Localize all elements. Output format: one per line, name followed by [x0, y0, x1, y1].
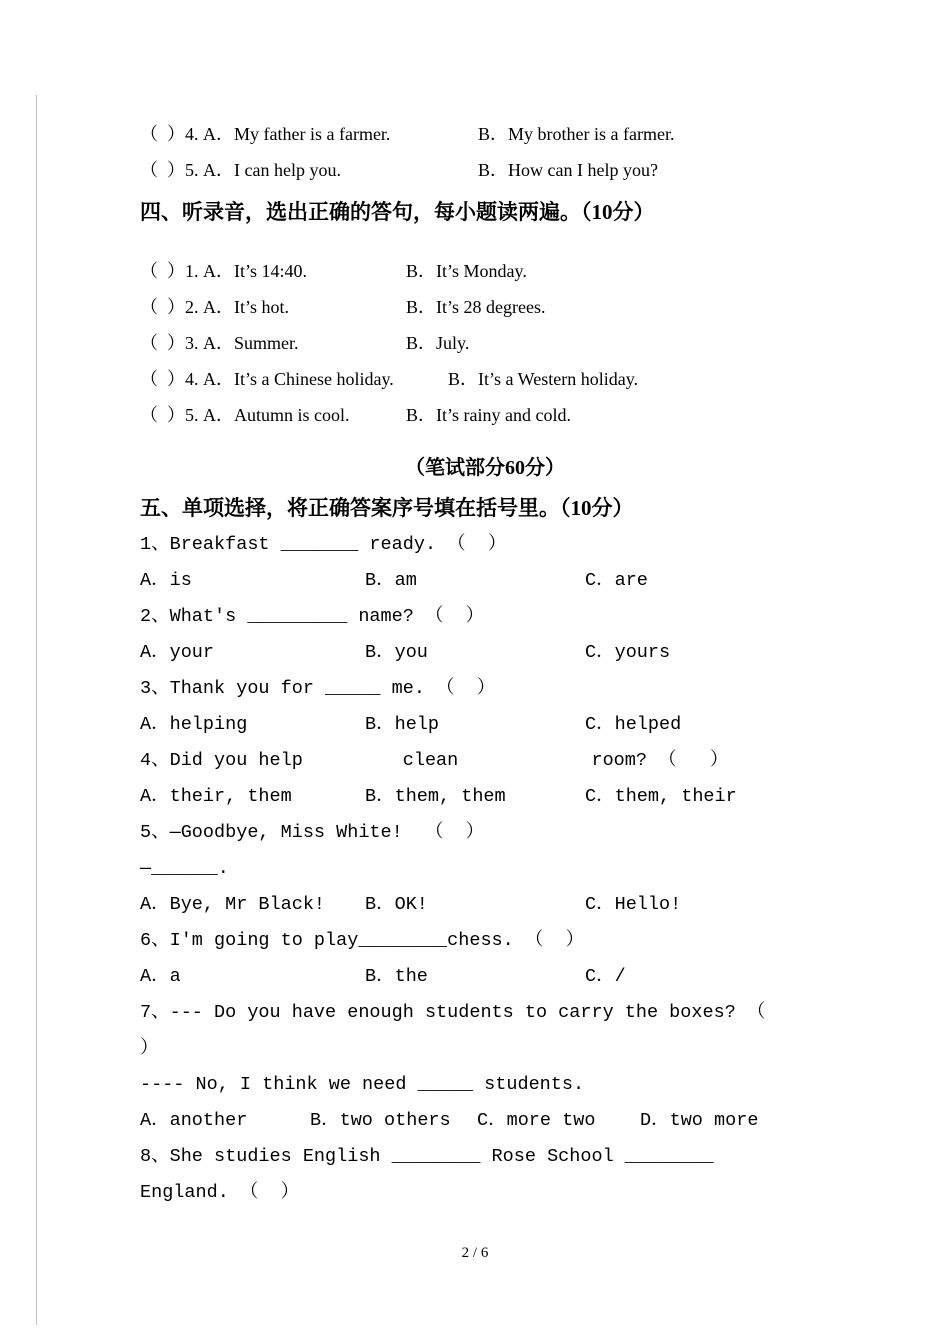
question-2-line: 2、What's _________ name? （ ）: [140, 606, 485, 627]
option-a: A．your: [140, 642, 215, 663]
option-b-text: B．My brother is a farmer.: [478, 124, 675, 144]
option-a-text: （ ）5. A．I can help you.: [140, 160, 341, 180]
question-8-continuation-line: England. （ ）: [140, 1182, 300, 1203]
option-c: C．yours: [585, 642, 671, 663]
option-b-text: B．It’s Monday.: [406, 261, 527, 281]
option-a-text: （ ）4. A．It’s a Chinese holiday.: [140, 369, 394, 389]
option-b: B．am: [365, 570, 417, 591]
option-c: C．/: [585, 966, 626, 987]
question-5-options: [140, 887, 830, 923]
option-a: A．another: [140, 1110, 248, 1131]
option-c: C．more two: [477, 1110, 596, 1131]
option-a: A．helping: [140, 714, 248, 735]
question-8-line: 8、She studies English ________ Rose School ________: [140, 1146, 714, 1167]
listening4-item-4: [140, 361, 830, 397]
option-c: C．helped: [585, 714, 682, 735]
question-4-options: [140, 779, 830, 815]
listening4-item-1: [140, 253, 830, 289]
option-b: B．two others: [310, 1110, 451, 1131]
option-b-text: B．It’s 28 degrees.: [406, 297, 546, 317]
option-b: B．them, them: [365, 786, 506, 807]
question-2-options: [140, 635, 830, 671]
question-6-options: [140, 959, 830, 995]
option-b-text: B．It’s a Western holiday.: [448, 369, 639, 389]
listening3-item-4: [140, 116, 830, 152]
question-7-line: 7、--- Do you have enough students to carry the boxes? （: [140, 1002, 766, 1023]
question-5-line: 5、—Goodbye, Miss White! （ ）: [140, 822, 485, 843]
option-a: A．their, them: [140, 786, 292, 807]
question-4-line: 4、Did you help clean room? （ ）: [140, 750, 729, 771]
listening3-item-5: [140, 152, 830, 188]
question-6-line: 6、I'm going to play________chess. （ ）: [140, 930, 585, 951]
option-a: A．is: [140, 570, 192, 591]
option-b: B．the: [365, 966, 428, 987]
section-5-heading: 五、单项选择，将正确答案序号填在括号里。（10分）: [140, 496, 634, 520]
listening4-item-5: [140, 397, 830, 433]
listening4-item-2: [140, 289, 830, 325]
option-b: B．help: [365, 714, 440, 735]
option-a-text: （ ）3. A．Summer.: [140, 333, 299, 353]
option-c: C．Hello!: [585, 894, 682, 915]
question-7-response-line: ---- No, I think we need _____ students.: [140, 1074, 585, 1095]
option-b-text: B．July.: [406, 333, 470, 353]
option-c: C．are: [585, 570, 648, 591]
listening4-item-3: [140, 325, 830, 361]
option-a: A．a: [140, 966, 181, 987]
option-b-text: B．How can I help you?: [478, 160, 658, 180]
option-b: B．OK!: [365, 894, 428, 915]
question-1-options: [140, 563, 830, 599]
option-a-text: （ ）2. A．It’s hot.: [140, 297, 290, 317]
option-b: B．you: [365, 642, 428, 663]
question-3-line: 3、Thank you for _____ me. （ ）: [140, 678, 496, 699]
option-d: D．two more: [640, 1110, 759, 1131]
question-5-answer-line: —______.: [140, 858, 229, 879]
option-b-text: B．It’s rainy and cold.: [406, 405, 571, 425]
question-7-bracket-line: ）: [140, 1038, 159, 1059]
option-a: A．Bye, Mr Black!: [140, 894, 326, 915]
question-1-line: 1、Breakfast _______ ready. （ ）: [140, 534, 507, 555]
section-4-heading: 四、听录音，选出正确的答句，每小题读两遍。（10分）: [140, 200, 655, 224]
page-number: 2 / 6: [461, 1245, 489, 1261]
question-3-options: [140, 707, 830, 743]
option-a-text: （ ）4. A．My father is a farmer.: [140, 124, 391, 144]
option-a-text: （ ）5. A．Autumn is cool.: [140, 405, 350, 425]
option-a-text: （ ）1. A．It’s 14:40.: [140, 261, 308, 281]
option-c: C．them, their: [585, 786, 737, 807]
written-part-heading: （笔试部分60分）: [405, 457, 565, 479]
question-7-options: [140, 1103, 830, 1139]
page-edge-line: [36, 95, 37, 1325]
